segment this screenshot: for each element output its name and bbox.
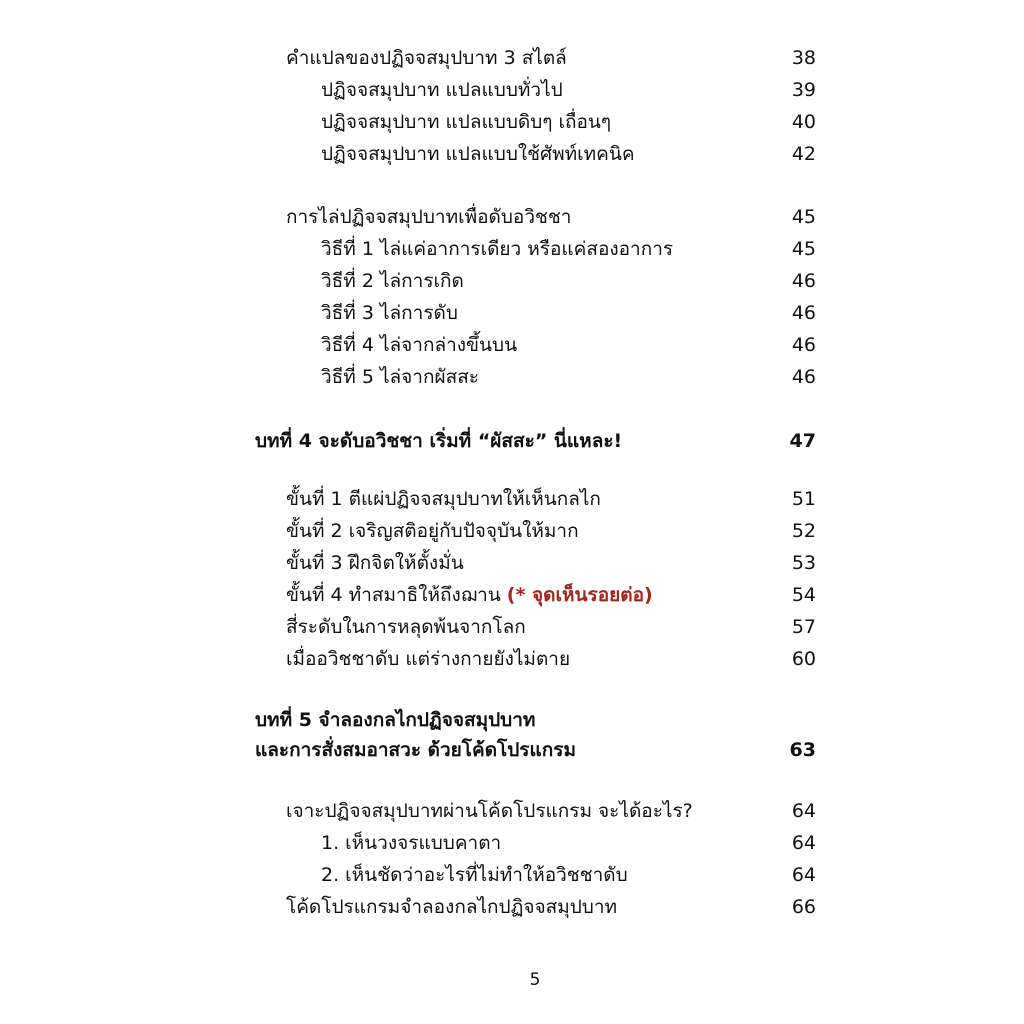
toc-entry-page: 38 (791, 47, 816, 69)
chapter-heading (0, 426, 1024, 456)
toc-entry (0, 516, 1024, 546)
page-number: 5 (529, 970, 541, 990)
toc-entry-title (286, 580, 653, 610)
toc-entry-title: ปฏิจจสมุปบาท แปลแบบดิบๆ เถื่อนๆ (321, 111, 612, 133)
toc-entry-title: เจาะปฏิจจสมุปบาทผ่านโค้ดโปรแกรม จะได้อะไร? (286, 800, 693, 822)
toc-entry-title: ขั้นที่ 3 ฝึกจิตให้ตั้งมั่น (286, 552, 464, 574)
toc-entry-page: 39 (791, 79, 816, 101)
toc-entry-page: 46 (791, 334, 816, 356)
toc-entry-title: 2. เห็นชัดว่าอะไรที่ไม่ทำให้อวิชชาดับ (321, 864, 628, 886)
toc-entry (0, 892, 1024, 922)
toc-entry-page: 57 (791, 616, 816, 638)
toc-entry-page: 45 (791, 206, 816, 228)
toc-entry (0, 139, 1024, 169)
toc-entry (0, 644, 1024, 674)
chapter-page: 47 (789, 430, 816, 452)
toc-entry-page: 52 (791, 520, 816, 542)
toc-entry-title: ปฏิจจสมุปบาท แปลแบบทั่วไป (321, 79, 563, 101)
toc-entry (0, 266, 1024, 296)
toc-entry (0, 234, 1024, 264)
toc-entry-page: 46 (791, 270, 816, 292)
chapter-title-line-1: บทที่ 5 จำลองกลไกปฏิจจสมุปบาท (255, 709, 536, 731)
toc-entry (0, 362, 1024, 392)
toc-entry-title: โค้ดโปรแกรมจำลองกลไกปฏิจจสมุปบาท (286, 896, 618, 918)
highlight-note: (* จุดเห็นรอยต่อ) (506, 584, 653, 606)
toc-entry-title: วิธีที่ 2 ไล่การเกิด (321, 270, 464, 292)
toc-entry-title: การไล่ปฏิจจสมุปบาทเพื่อดับอวิชชา (286, 206, 572, 228)
toc-entry-page: 53 (791, 552, 816, 574)
toc-entry (0, 75, 1024, 105)
toc-entry-title: เมื่ออวิชชาดับ แต่ร่างกายยังไม่ตาย (286, 648, 571, 670)
toc-entry-title: วิธีที่ 3 ไล่การดับ (321, 302, 458, 324)
toc-entry-title: สี่ระดับในการหลุดพ้นจากโลก (286, 616, 526, 638)
toc-entry-title: คำแปลของปฏิจจสมุปบาท 3 สไตล์ (286, 47, 567, 69)
toc-entry (0, 107, 1024, 137)
toc-entry-title: ขั้นที่ 1 ตีแผ่ปฏิจจสมุปบาทให้เห็นกลไก (286, 488, 601, 510)
toc-entry-page: 46 (791, 366, 816, 388)
toc-entry-title: วิธีที่ 1 ไล่แค่อาการเดียว หรือแค่สองอาการ (321, 238, 674, 260)
toc-entry-page: 46 (791, 302, 816, 324)
toc-entry (0, 298, 1024, 328)
toc-entry (0, 43, 1024, 73)
toc-entry-page: 54 (791, 584, 816, 606)
chapter-title-line-2: และการสั่งสมอาสวะ ด้วยโค้ดโปรแกรม (255, 739, 576, 761)
toc-entry (0, 796, 1024, 826)
toc-entry-page: 64 (791, 800, 816, 822)
toc-entry-page: 64 (791, 832, 816, 854)
toc-entry (0, 828, 1024, 858)
toc-entry (0, 612, 1024, 642)
toc-entry-title: 1. เห็นวงจรแบบคาตา (321, 832, 502, 854)
toc-entry (0, 330, 1024, 360)
toc-entry-page: 45 (791, 238, 816, 260)
toc-entry-page: 51 (791, 488, 816, 510)
chapter-title: บทที่ 4 จะดับอวิชชา เริ่มที่ “ผัสสะ” นี่แหละ! (255, 430, 623, 452)
toc-entry-page: 42 (791, 143, 816, 165)
chapter-heading (0, 705, 1024, 769)
toc-entry (0, 548, 1024, 578)
toc-entry-page: 40 (791, 111, 816, 133)
toc-entry (0, 860, 1024, 890)
toc-entry-title: วิธีที่ 4 ไล่จากล่างขึ้นบน (321, 334, 518, 356)
toc-entry-title-text: ขั้นที่ 4 ทำสมาธิให้ถึงฌาน (286, 584, 501, 606)
chapter-page: 63 (789, 739, 816, 761)
toc-entry-title: ขั้นที่ 2 เจริญสติอยู่กับปัจจุบันให้มาก (286, 520, 579, 542)
toc-entry (0, 484, 1024, 514)
toc-entry-page: 64 (791, 864, 816, 886)
toc-entry-page: 66 (791, 896, 816, 918)
toc-entry-page: 60 (791, 648, 816, 670)
toc-entry-title: ปฏิจจสมุปบาท แปลแบบใช้ศัพท์เทคนิค (321, 143, 635, 165)
toc-entry (0, 580, 1024, 610)
toc-entry (0, 202, 1024, 232)
toc-entry-title: วิธีที่ 5 ไล่จากผัสสะ (321, 366, 479, 388)
